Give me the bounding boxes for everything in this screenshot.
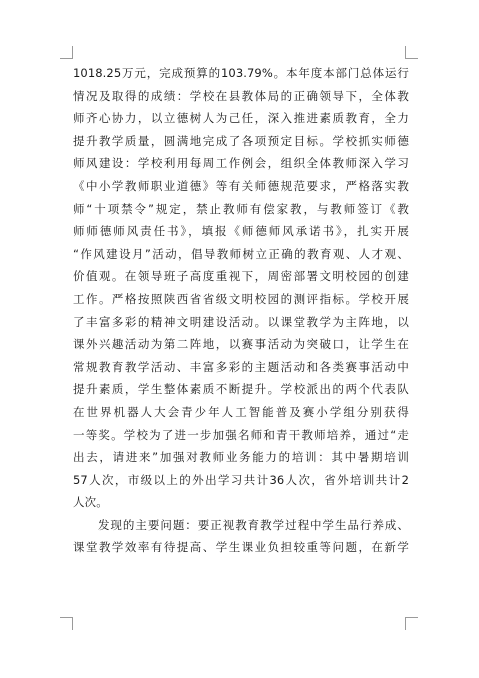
text-line: 情况及取得的成绩：学校在县教体局的正确领导下，全体教 [73,88,409,103]
text-line: 师齐心协力，以立德树人为己任，深入推进素质教育，全力 [73,111,409,126]
text-line: 1018.25万元，完成预算的103.79%。本年度本部门总体运行 [73,66,409,80]
crop-mark-top-left [60,46,73,59]
text-line: 提升素质，学生整体素质不断提升。学校派出的两个代表队 [73,382,409,397]
text-line: 工作。严格按照陕西省省级文明校园的测评指标。学校开展 [73,291,409,306]
crop-mark-bottom-left [60,617,73,630]
crop-mark-bottom-right [405,617,418,630]
text-line: 师“十项禁令”规定，禁止教师有偿家教，与教师签订《教 [73,201,409,216]
text-line: 师风建设：学校利用每周工作例会，组织全体教师深入学习 [73,156,409,171]
body-text [73,62,409,559]
text-line: 课外兴趣活动为第二阵地，以赛事活动为突破口，让学生在 [73,337,409,352]
text-line: 发现的主要问题：要正视教育教学过程中学生品行养成、 [73,517,409,532]
text-line: 出去，请进来”加强对教师业务能力的培训：其中暑期培训 [73,450,409,465]
text-line: 在世界机器人大会青少年人工智能普及赛小学组分别获得 [73,404,409,419]
text-line: 常规教育教学活动、丰富多彩的主题活动和各类赛事活动中 [73,359,409,374]
text-line: 课堂教学效率有待提高、学生课业负担较重等问题，在新学 [73,540,409,555]
text-line: 提升教学质量，圆满地完成了各项预定目标。学校抓实师德 [73,133,409,148]
text-line: 57人次，市级以上的外出学习共计36人次，省外培训共计2 [73,472,409,487]
text-line: 《中小学教师职业道德》等有关师德规范要求，严格落实教 [73,178,409,193]
text-line: 师师德师风责任书》，填报《师德师风承诺书》，扎实开展 [73,224,409,239]
text-line: 了丰富多彩的精神文明建设活动。以课堂教学为主阵地，以 [73,314,409,329]
text-line: 人次。 [73,495,108,510]
text-line: 价值观。在领导班子高度重视下，周密部署文明校园的创建 [73,269,409,284]
crop-mark-top-right [405,46,418,59]
text-line: 一等奖。学校为了进一步加强名师和青干教师培养，通过“走 [73,427,409,442]
text-line: “作风建设月”活动，倡导教师树立正确的教育观、人才观、 [73,246,409,261]
